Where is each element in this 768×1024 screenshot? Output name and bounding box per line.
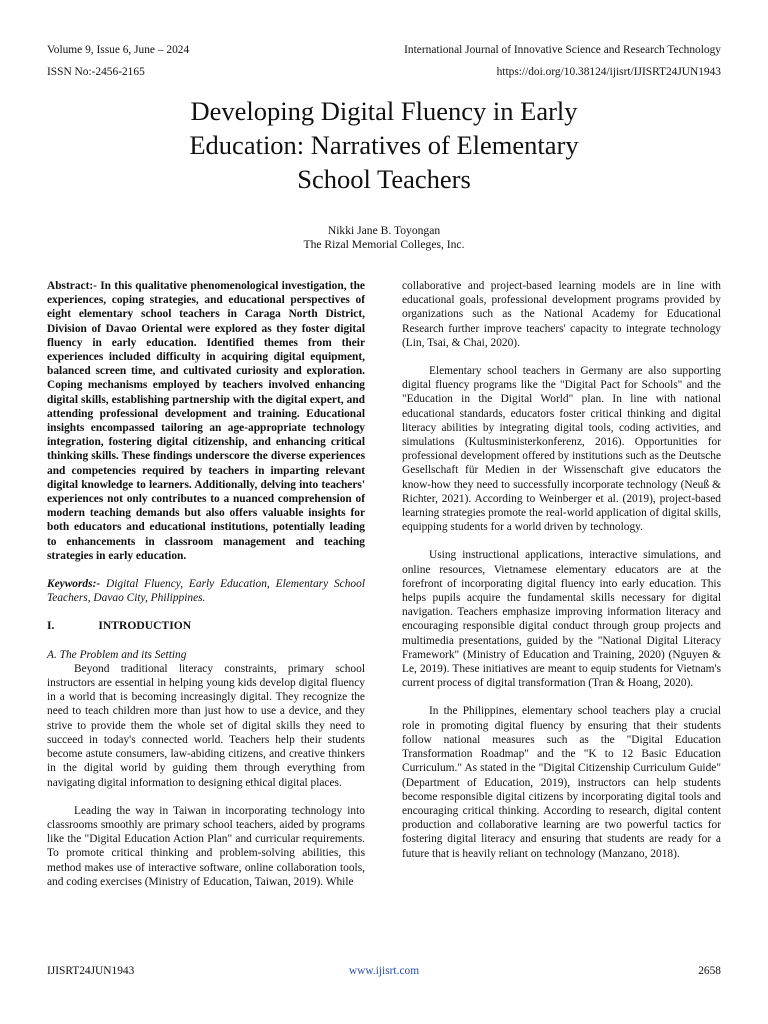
- journal-website: www.ijisrt.com: [348, 965, 420, 977]
- section-heading: [47, 619, 365, 633]
- title-line: School Teachers: [297, 164, 471, 194]
- body-paragraph: collaborative and project-based learning models are in line with educational goals, professional development programs provided by organizations such as the National Academy for Educational Research further improve teachers' capacity to integrate technology (Lin, Tsai, & Chai, 2020).: [402, 280, 721, 349]
- keywords: [47, 577, 365, 605]
- title-line: Education: Narratives of Elementary: [189, 130, 579, 160]
- page-number: 2658: [698, 965, 721, 977]
- keywords-text: Digital Fluency, Early Education, Elementary School Teachers, Davao City, Philippines.: [47, 578, 365, 605]
- volume-issue: Volume 9, Issue 6, June – 2024: [47, 44, 190, 56]
- doi: https://doi.org/10.38124/ijisrt/IJISRT24JUN1943: [496, 66, 721, 78]
- author-name: Nikki Jane B. Toyongan: [327, 224, 441, 237]
- paper-code: IJISRT24JUN1943: [47, 965, 135, 977]
- author-affiliation: The Rizal Memorial Colleges, Inc.: [303, 238, 465, 251]
- body-paragraph: Using instructional applications, interactive simulations, and online resources, Vietnamese elementary educators are at the forefront of incorporating digital fluency into early education. This helps pupils acquire the fundamental skills necessary for digital navigation. Teachers emphasize improving information literacy and encouraging responsible digital conduct through group projects and multimedia presentations, guided by the "National Digital Literacy Framework" (Ministry of Education and Training, 2020) (Nguyen & Le, 2019). These initiatives are meant to equip students for Vietnam's current process of digital transformation (Tran & Hoang, 2020).: [402, 549, 721, 690]
- body-paragraph: Beyond traditional literacy constraints, primary school instructors are essential in helping young kids develop digital fluency in a world that is becoming increasingly digital. They recognize the need to teach children more than just how to use a device, and they strive to provide them the whole set of digital skills they need to succeed in today's connected world. Teachers help their students become astute consumers, law-abiding citizens, and creative thinkers in the digital world by guiding them through everything from navigating digital information to designing ethical digital places.: [47, 662, 365, 789]
- body-paragraph: In the Philippines, elementary school teachers play a crucial role in promoting digital fluency by ensuring that their students follow national measures such as the "Digital Education Transformation Roadmap" and the "K to 12 Basic Education Curriculum." As stated in the "Digital Citizenship Curriculum Guide" (Department of Education, 2019), instructors can help students become responsible digital citizens by incorporating digital tools and encouraging critical thinking. According to research, digital content production and collaborative learning are two powerful tactics for fostering digital literacy and ensuring that students are ready for a future that is heavily reliant on technology (Manzano, 2018).: [402, 705, 721, 860]
- subsection-heading: A. The Problem and its Setting: [47, 648, 187, 661]
- paper-title: [80, 94, 688, 196]
- section-number: I.: [47, 619, 55, 633]
- section-title: INTRODUCTION: [98, 619, 192, 633]
- abstract: Abstract:- In this qualitative phenomenological investigation, the experiences, coping strategies, and educational perspectives of eight elementary school teachers in Caraga North District, Division of Davao Oriental were explored as they foster digital fluency in early education. Identified themes from their experiences included difficulty in acquiring digital equipment, balanced screen time, and cultivated curiosity and exploration. Coping mechanisms employed by teachers involved enhancing digital skills, establishing partnership with the digital expert, and attending professional development and training. Educational insights encompassed tailoring an age-appropriate technology integration, fostering digital citizenship, and enhancing critical thinking skills. These findings underscore the diverse experiences and competencies required by teachers in imparting relevant digital knowledge to learners. Additionally, delving into teachers' experiences not only contributes to a nuanced comprehension of modern teaching demands but also offers valuable insights for both educators and educational institutions, potentially leading to enhancements in classroom management and teaching strategies in early education.: [47, 280, 365, 562]
- body-paragraph: Leading the way in Taiwan in incorporating technology into classrooms smoothly are primary school teachers, aided by programs like the "Digital Education Action Plan" and curricular requirements. To promote critical thinking and problem-solving abilities, this method makes use of interactive software, online collaboration tools, and coding exercises (Ministry of Education, Taiwan, 2019). While: [47, 804, 365, 888]
- right-column: [402, 279, 721, 861]
- left-column: [47, 279, 365, 889]
- title-line: Developing Digital Fluency in Early: [190, 96, 578, 126]
- keywords-label: Keywords:-: [47, 578, 101, 591]
- journal-name: International Journal of Innovative Science and Research Technology: [404, 44, 721, 56]
- body-paragraph: Elementary school teachers in Germany are also supporting digital fluency programs like the "Digital Pact for Schools" and the "Education in the Digital World" plan. In line with national educational standards, educators foster critical thinking and digital literacy abilities by integrating digital tools, coding activities, and simulations (Kultusministerkonferenz, 2016). Opportunities for professional development offered by institutions such as the Deutsche Gesellschaft für Medien in der Wissenschaft give educators the know-how they need to successfully incorporate technology (Neuß & Richter, 2021). According to Weinberger et al. (2019), project-based learning strategies promote the real-world application of digital skills, equipping students for a world driven by technology.: [402, 365, 721, 534]
- issn: ISSN No:-2456-2165: [47, 66, 145, 78]
